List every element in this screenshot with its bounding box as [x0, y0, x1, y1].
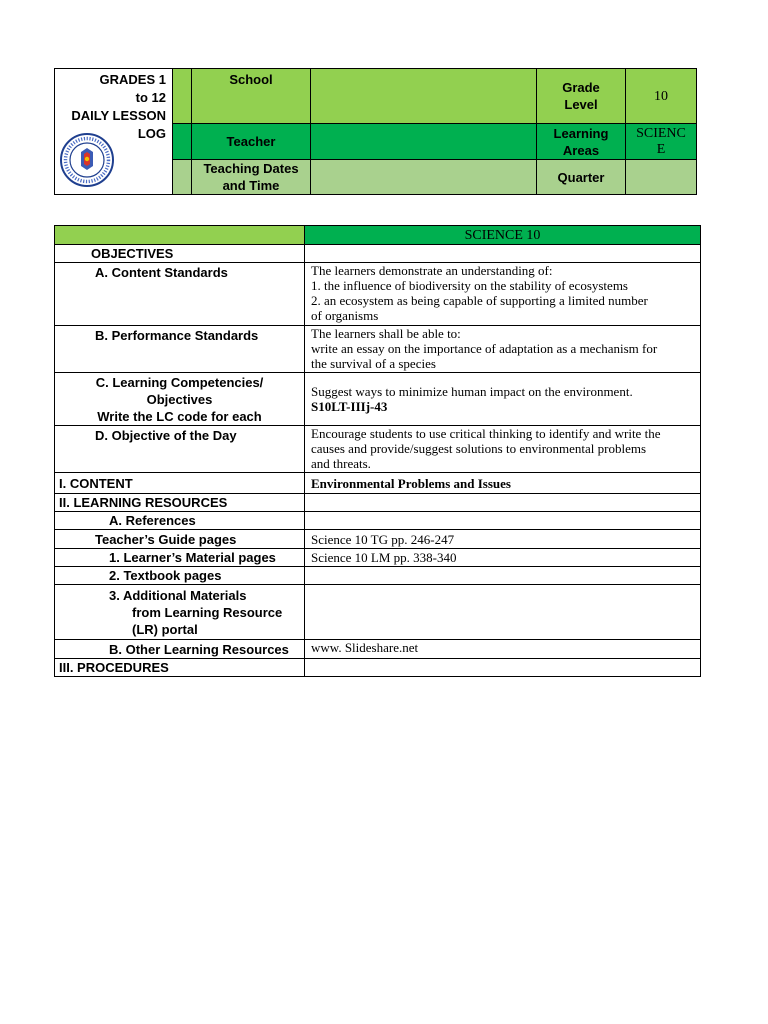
objectives-value	[305, 245, 701, 263]
text-line: of organisms	[311, 308, 379, 323]
grade-level-label: Grade Level	[537, 69, 626, 124]
content-value: Environmental Problems and Issues	[305, 473, 701, 494]
log-title-line: DAILY LESSON	[71, 108, 166, 123]
text-line: write an essay on the importance of adaptation as a mechanism for	[311, 341, 658, 356]
grade-level-value[interactable]: 10	[626, 69, 697, 124]
school-label: School	[192, 69, 311, 124]
other-resources-value: www. Slideshare.net	[305, 640, 701, 659]
deped-seal-icon	[59, 132, 115, 188]
quarter-field[interactable]	[626, 160, 697, 195]
text-line: Write the LC code for each	[97, 408, 262, 424]
teacher-spacer	[173, 124, 192, 160]
content-label: I. CONTENT	[55, 473, 305, 494]
dates-field[interactable]	[311, 160, 537, 195]
text-line: causes and provide/suggest solutions to environmental problems	[311, 441, 647, 456]
procedures-value	[305, 659, 701, 677]
tg-value: Science 10 TG pp. 246-247	[305, 530, 701, 549]
text-line: The learners shall be able to:	[311, 326, 461, 341]
quarter-label: Quarter	[537, 160, 626, 195]
learning-areas-value[interactable]: SCIENC E	[626, 124, 697, 160]
objective-day-value	[305, 426, 701, 473]
text-line: from Learning Resource	[132, 604, 283, 620]
lc-code: S10LT-IIIj-43	[311, 399, 388, 414]
performance-standards-label: B. Performance Standards	[55, 326, 305, 373]
text-line: The learners demonstrate an understanding of:	[311, 263, 553, 278]
competencies-value	[305, 373, 701, 426]
text-line: 3. Additional Materials	[109, 587, 247, 603]
content-standards-label: A. Content Standards	[55, 263, 305, 326]
textbook-label: 2. Textbook pages	[55, 567, 305, 585]
procedures-label: III. PROCEDURES	[55, 659, 305, 677]
tg-label: Teacher’s Guide pages	[55, 530, 305, 549]
subject-header: SCIENCE 10	[305, 226, 701, 245]
objective-day-label: D. Objective of the Day	[55, 426, 305, 473]
performance-standards-value	[305, 326, 701, 373]
header-table	[54, 68, 697, 195]
text-line: 1. the influence of biodiversity on the stability of ecosystems	[311, 278, 628, 293]
references-label: A. References	[55, 512, 305, 530]
dates-label: Teaching Dates and Time	[192, 160, 311, 195]
school-spacer	[173, 69, 192, 124]
lesson-table	[54, 225, 701, 677]
subject-header-spacer	[55, 226, 305, 245]
text-line: Objectives	[146, 391, 213, 407]
text-line: (LR) portal	[132, 621, 198, 637]
teacher-label: Teacher	[192, 124, 311, 160]
log-title-cell	[55, 69, 173, 195]
learning-areas-label: Learning Areas	[537, 124, 626, 160]
text-line: and threats.	[311, 456, 371, 471]
teacher-field[interactable]	[311, 124, 537, 160]
text-line: C. Learning Competencies/	[95, 374, 264, 390]
additional-materials-value	[305, 585, 701, 640]
text-line: Encourage students to use critical thinking to identify and write the	[311, 426, 661, 441]
content-standards-value	[305, 263, 701, 326]
log-title-line: LOG	[137, 126, 166, 141]
other-resources-label: B. Other Learning Resources	[55, 640, 305, 659]
learning-resources-value	[305, 494, 701, 512]
dates-spacer	[173, 160, 192, 195]
learning-resources-label: II. LEARNING RESOURCES	[55, 494, 305, 512]
competencies-label	[55, 373, 305, 426]
text-line: the survival of a species	[311, 356, 436, 371]
log-title-line: GRADES 1	[99, 72, 166, 87]
objectives-label: OBJECTIVES	[55, 245, 305, 263]
text-line: 2. an ecosystem as being capable of supporting a limited number	[311, 293, 648, 308]
lm-value: Science 10 LM pp. 338-340	[305, 549, 701, 567]
additional-materials-label	[55, 585, 305, 640]
school-field[interactable]	[311, 69, 537, 124]
text-line: Suggest ways to minimize human impact on the environment.	[311, 384, 633, 399]
textbook-value	[305, 567, 701, 585]
lm-label: 1. Learner’s Material pages	[55, 549, 305, 567]
references-value	[305, 512, 701, 530]
log-title-line: to 12	[135, 90, 166, 105]
